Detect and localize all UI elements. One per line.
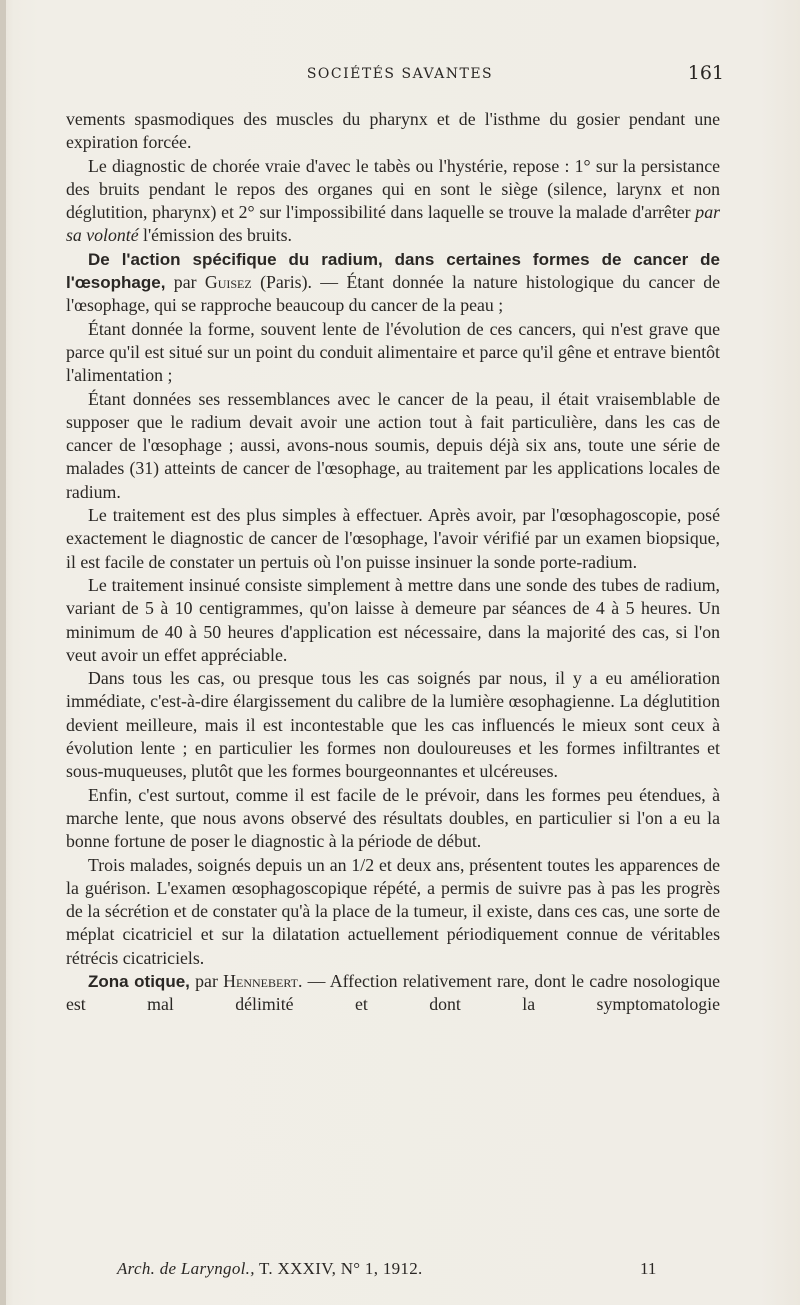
page-number: 161 bbox=[687, 62, 724, 84]
section-paragraph-radium bbox=[66, 248, 720, 318]
paragraph bbox=[66, 388, 720, 504]
paragraph-text: Trois malades, soignés depuis un an 1/2 et deux ans, présentent toutes les apparences de la guérison. L'examen œsophagoscopique répété, a permis de suivre pas à pas les progrès de la sécrétion et de constater qu'à la place de la tumeur, il existe, dans ces cas, une sorte de méplat cicatriciel et sur la dilatation actuellement périodiquement connue de véritables rétrécis cicatriciels. bbox=[66, 854, 720, 968]
section-paragraph-zona bbox=[66, 970, 720, 1017]
section-title: Zona otique, bbox=[88, 971, 190, 991]
paragraph-text: . — Affection relativement rare, dont le cadre nosologique est mal délimité et dont la symptomatologie bbox=[66, 970, 720, 1015]
sheet-signature: 11 bbox=[640, 1259, 657, 1278]
paragraph-text: par bbox=[165, 272, 205, 293]
author-name: Hennebert bbox=[223, 970, 298, 991]
paragraph-text: Enfin, c'est surtout, comme il est facile de le prévoir, dans les formes peu étendues, à marche lente, que nous avons observé des résultats doubles, en particulier si l'on a eu la bonne fortune de poser le diagnostic à la période de début. bbox=[66, 784, 720, 852]
paragraph bbox=[66, 108, 720, 155]
paragraph bbox=[66, 784, 720, 854]
paragraph-text: vements spasmodiques des muscles du pharynx et de l'isthme du gosier pendant une expiration forcée. bbox=[66, 109, 720, 153]
paragraph-text: (Paris). — Étant donnée la nature histologique du cancer de l'œsophage, qui se rapproche beaucoup du cancer de la peau ; bbox=[66, 272, 720, 316]
paragraph-text: par bbox=[189, 970, 224, 991]
paragraph bbox=[66, 155, 720, 248]
paragraph bbox=[66, 854, 720, 970]
emphasis-text: par sa volonté bbox=[66, 202, 720, 246]
paragraph-text: Le diagnostic de chorée vraie d'avec le tabès ou l'hystérie, repose : 1° sur la persistance des bruits pendant le repos des organes qui en sont le siège (silence, larynx et non déglutition, pharynx) et 2° sur l'impossibilité dans laquelle se trouve la malade d'arrêter bbox=[66, 155, 720, 223]
page-header bbox=[0, 62, 800, 88]
paragraph-text: Étant données ses ressemblances avec le cancer de la peau, il était vraisemblable de supposer que le radium devait avoir une action tout à fait particulière, dans les cas de cancer de l'œsophage ; aussi, avons-nous soumis, depuis déjà six ans, toute une série de malades (31) atteints de cancer de l'œsophage, au traitement par les applications locales de radium. bbox=[66, 388, 720, 502]
paragraph-text: Étant donnée la forme, souvent lente de l'évolution de ces cancers, qui n'est grave que parce qu'il est situé sur un point du conduit alimentaire et parce qu'il gêne et entrave bientôt l'alimentation ; bbox=[66, 318, 720, 386]
running-title: SOCIÉTÉS SAVANTES bbox=[306, 66, 494, 82]
page-spine-shadow bbox=[0, 0, 6, 1305]
author-name: Guisez bbox=[204, 272, 252, 293]
page-body bbox=[66, 108, 720, 1017]
section-title: De l'action spécifique du radium, dans certaines formes de cancer de l'œsophage, bbox=[66, 249, 720, 293]
paragraph-text: Dans tous les cas, ou presque tous les cas soignés par nous, il y a eu amélioration immédiate, c'est-à-dire élargissement du calibre de la lumière œsophagienne. La déglutition devient meilleure, mais il est incontestable que les cas influencés le mieux sont ceux à évolution lente ; en particulier les formes non douloureuses et les formes infiltrantes et sous-muqueuses, plutôt que les formes bourgeonnantes et ulcéreuses. bbox=[66, 668, 720, 782]
paragraph bbox=[66, 574, 720, 667]
paragraph bbox=[66, 667, 720, 783]
journal-citation bbox=[117, 1259, 423, 1279]
page-footer bbox=[0, 1259, 800, 1285]
paragraph-text: l'émission des bruits. bbox=[138, 225, 292, 246]
paragraph bbox=[66, 318, 720, 388]
paragraph-text: Le traitement insinué consiste simplement à mettre dans une sonde des tubes de radium, variant de 5 à 10 centigrammes, qu'on laisse à demeure par séances de 4 à 5 heures. Un minimum de 40 à 50 heures d'application est nécessaire, dans la majorité des cas, si l'on veut avoir un effet appréciable. bbox=[66, 574, 720, 665]
paragraph bbox=[66, 504, 720, 574]
paragraph-text: Le traitement est des plus simples à effectuer. Après avoir, par l'œsophagoscopie, posé exactement le diagnostic de cancer de l'œsophage, l'avoir vérifié par un examen biopsique, il est facile de constater un pertuis où l'on puisse insinuer la sonde porte-radium. bbox=[66, 505, 720, 572]
journal-name: Arch. de Laryngol., bbox=[117, 1259, 255, 1278]
journal-volume: T. XXXIV, N° 1, 1912. bbox=[254, 1259, 423, 1278]
